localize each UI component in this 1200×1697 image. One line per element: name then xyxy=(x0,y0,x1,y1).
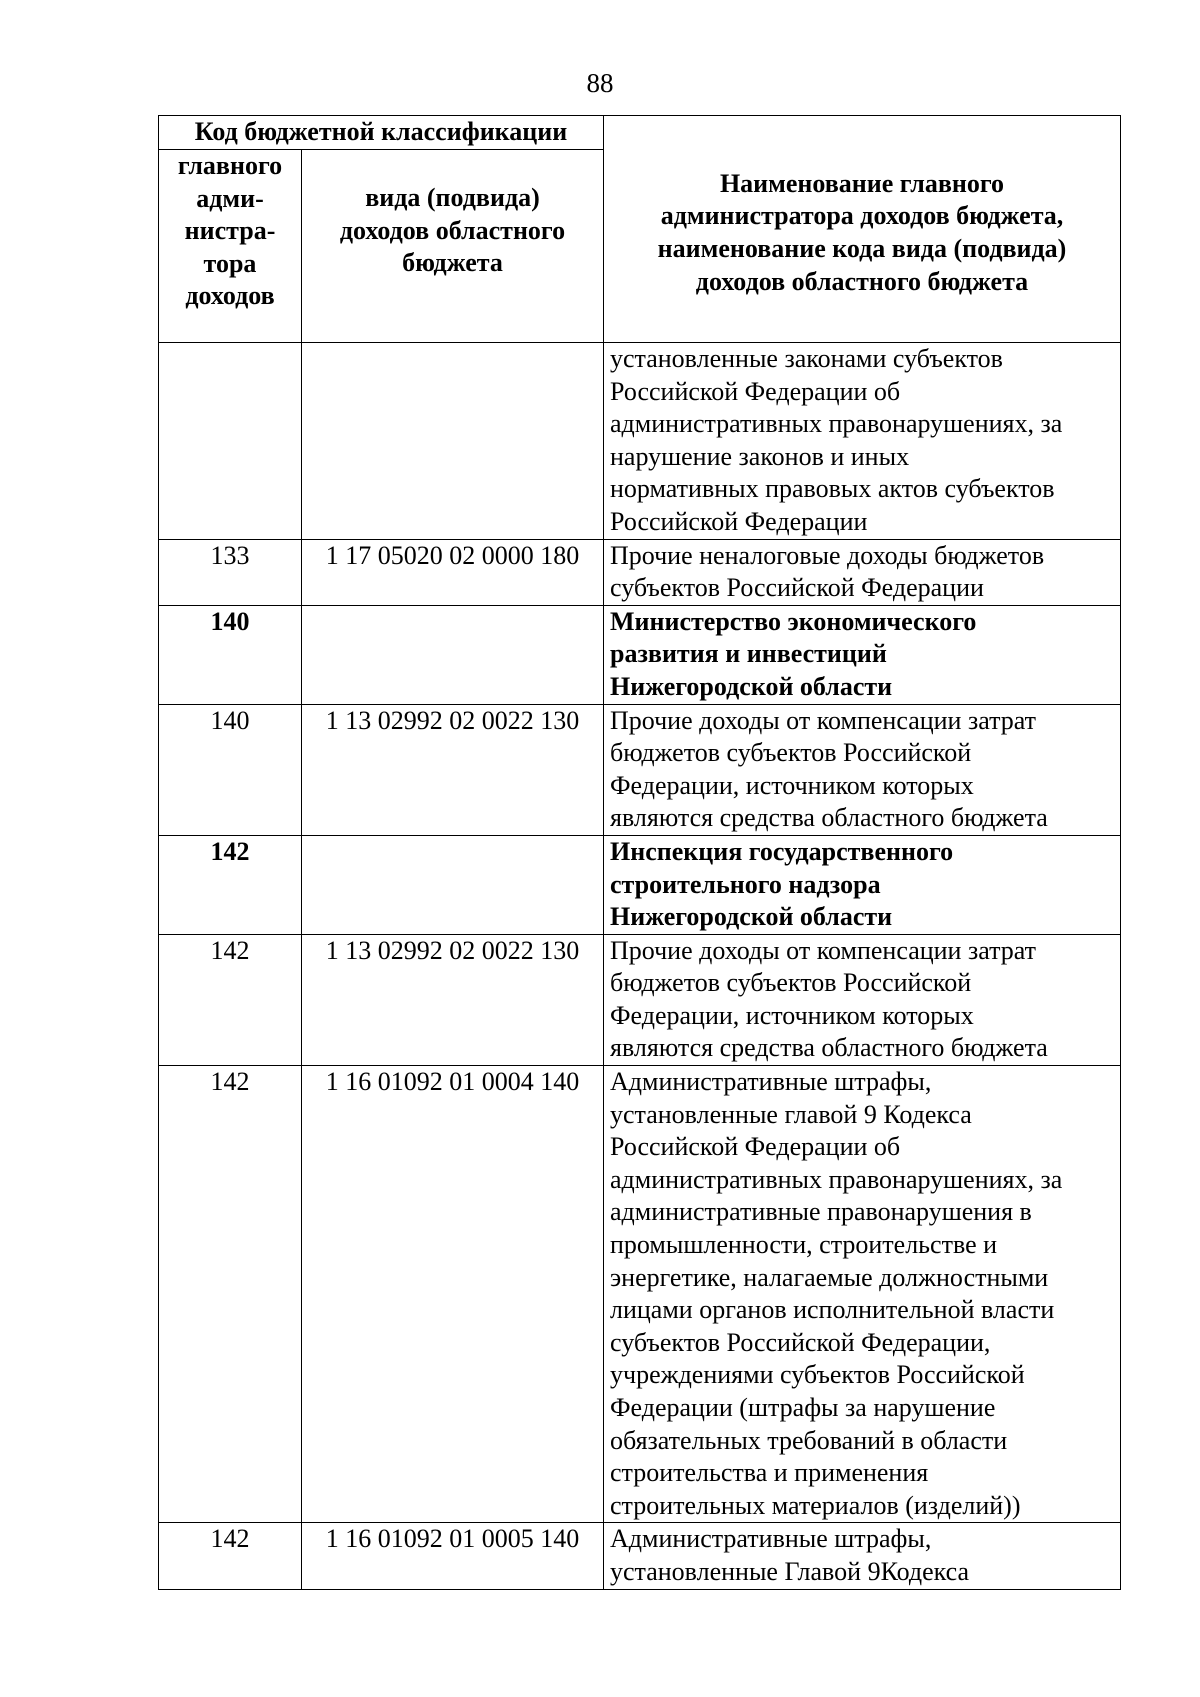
description-line: бюджетов субъектов Российской xyxy=(610,738,972,768)
description-line: лицами органов исполнительной власти xyxy=(610,1295,1055,1325)
table-body xyxy=(159,343,1121,1590)
description-line: административных правонарушениях, за xyxy=(610,409,1063,439)
table-row xyxy=(159,835,1121,934)
description-line: административные правонарушения в xyxy=(610,1197,1032,1227)
description-line: Инспекция государственного xyxy=(610,836,954,866)
admin-code-cell: 133 xyxy=(159,539,302,605)
description-line: установленные Главой 9Кодекса xyxy=(610,1556,970,1586)
description-line: обязательных требований в области xyxy=(610,1425,1008,1455)
header-name-column xyxy=(604,116,1121,343)
description-line: Российской Федерации об xyxy=(610,376,901,406)
header-row-group xyxy=(159,116,1121,150)
description-line: являются средства областного бюджета xyxy=(610,1033,1048,1063)
header-admin-line: тора xyxy=(203,248,257,278)
table-row xyxy=(159,1066,1121,1523)
description-line: Министерство экономического xyxy=(610,606,977,636)
description-line: Административные штрафы, xyxy=(610,1524,932,1554)
description-cell xyxy=(604,539,1121,605)
description-line: бюджетов субъектов Российской xyxy=(610,968,972,998)
header-name-line: администратора доходов бюджета, xyxy=(660,201,1064,231)
header-code-column xyxy=(302,150,604,343)
description-line: субъектов Российской Федерации xyxy=(610,573,984,603)
admin-code-cell: 142 xyxy=(159,835,302,934)
income-code-cell xyxy=(302,343,604,540)
income-code-cell xyxy=(302,835,604,934)
description-line: Федерации, источником которых xyxy=(610,1000,974,1030)
table-row xyxy=(159,605,1121,704)
description-line: Административные штрафы, xyxy=(610,1067,932,1097)
header-group-title: Код бюджетной классификации xyxy=(159,116,604,150)
table-row xyxy=(159,539,1121,605)
description-line: нормативных правовых актов субъектов xyxy=(610,474,1055,504)
income-code-cell: 1 13 02992 02 0022 130 xyxy=(302,704,604,835)
header-admin-line: доходов xyxy=(185,281,275,311)
description-cell xyxy=(604,934,1121,1065)
header-admin-line: нистра- xyxy=(184,216,276,246)
header-code-line: доходов областного xyxy=(339,215,566,245)
description-line: Нижегородской области xyxy=(610,902,893,932)
description-line: Федерации (штрафы за нарушение xyxy=(610,1393,996,1422)
description-line: строительства и применения xyxy=(610,1458,929,1488)
description-line: строительного надзора xyxy=(610,869,881,899)
admin-code-cell: 142 xyxy=(159,934,302,1065)
description-cell xyxy=(604,1066,1121,1523)
admin-code-cell: 142 xyxy=(159,1066,302,1523)
admin-code-cell: 140 xyxy=(159,605,302,704)
description-cell xyxy=(604,343,1121,540)
description-line: Нижегородской области xyxy=(610,671,893,701)
income-code-cell: 1 16 01092 01 0005 140 xyxy=(302,1523,604,1589)
income-code-cell: 1 17 05020 02 0000 180 xyxy=(302,539,604,605)
description-line: Федерации, источником которых xyxy=(610,770,974,800)
table-row xyxy=(159,1523,1121,1589)
description-line: энергетике, налагаемые должностными xyxy=(610,1262,1049,1292)
description-line: строительных материалов (изделий)) xyxy=(610,1490,1021,1520)
admin-code-cell: 142 xyxy=(159,1523,302,1589)
header-name-line: доходов областного бюджета xyxy=(695,266,1029,296)
description-line: субъектов Российской Федерации, xyxy=(610,1327,991,1357)
income-code-cell: 1 13 02992 02 0022 130 xyxy=(302,934,604,1065)
header-code-line: вида (подвида) xyxy=(365,183,540,212)
description-line: Прочие доходы от компенсации затрат xyxy=(610,935,1037,965)
table-row xyxy=(159,934,1121,1065)
description-line: являются средства областного бюджета xyxy=(610,803,1048,833)
header-name-line: Наименование главного xyxy=(719,168,1005,198)
description-line: Прочие неналоговые доходы бюджетов xyxy=(610,540,1045,570)
description-cell xyxy=(604,835,1121,934)
description-line: Прочие доходы от компенсации затрат xyxy=(610,705,1037,735)
header-code-line: бюджета xyxy=(402,248,503,278)
budget-classification-table xyxy=(158,115,1121,1590)
header-admin-line: адми- xyxy=(196,183,264,213)
admin-code-cell: 140 xyxy=(159,704,302,835)
description-line: Российской Федерации об xyxy=(610,1132,901,1162)
header-name-line: наименование кода вида (подвида) xyxy=(657,234,1067,263)
description-line: установленные главой 9 Кодекса xyxy=(610,1099,972,1129)
page-number: 88 xyxy=(586,68,614,98)
admin-code-cell xyxy=(159,343,302,540)
income-code-cell xyxy=(302,605,604,704)
description-line: учреждениями субъектов Российской xyxy=(610,1360,1025,1390)
header-admin-column xyxy=(159,150,302,343)
description-line: развития и инвестиций xyxy=(610,639,887,669)
table-row xyxy=(159,704,1121,835)
description-cell xyxy=(604,605,1121,704)
table-row xyxy=(159,343,1121,540)
description-line: Российской Федерации xyxy=(610,506,868,536)
description-line: административных правонарушениях, за xyxy=(610,1164,1063,1194)
description-cell xyxy=(604,704,1121,835)
description-line: промышленности, строительстве и xyxy=(610,1230,998,1260)
description-line: нарушение законов и иных xyxy=(610,441,910,471)
description-line: установленные законами субъектов xyxy=(610,344,1003,373)
description-cell xyxy=(604,1523,1121,1589)
header-admin-line: главного xyxy=(177,151,283,180)
income-code-cell: 1 16 01092 01 0004 140 xyxy=(302,1066,604,1523)
